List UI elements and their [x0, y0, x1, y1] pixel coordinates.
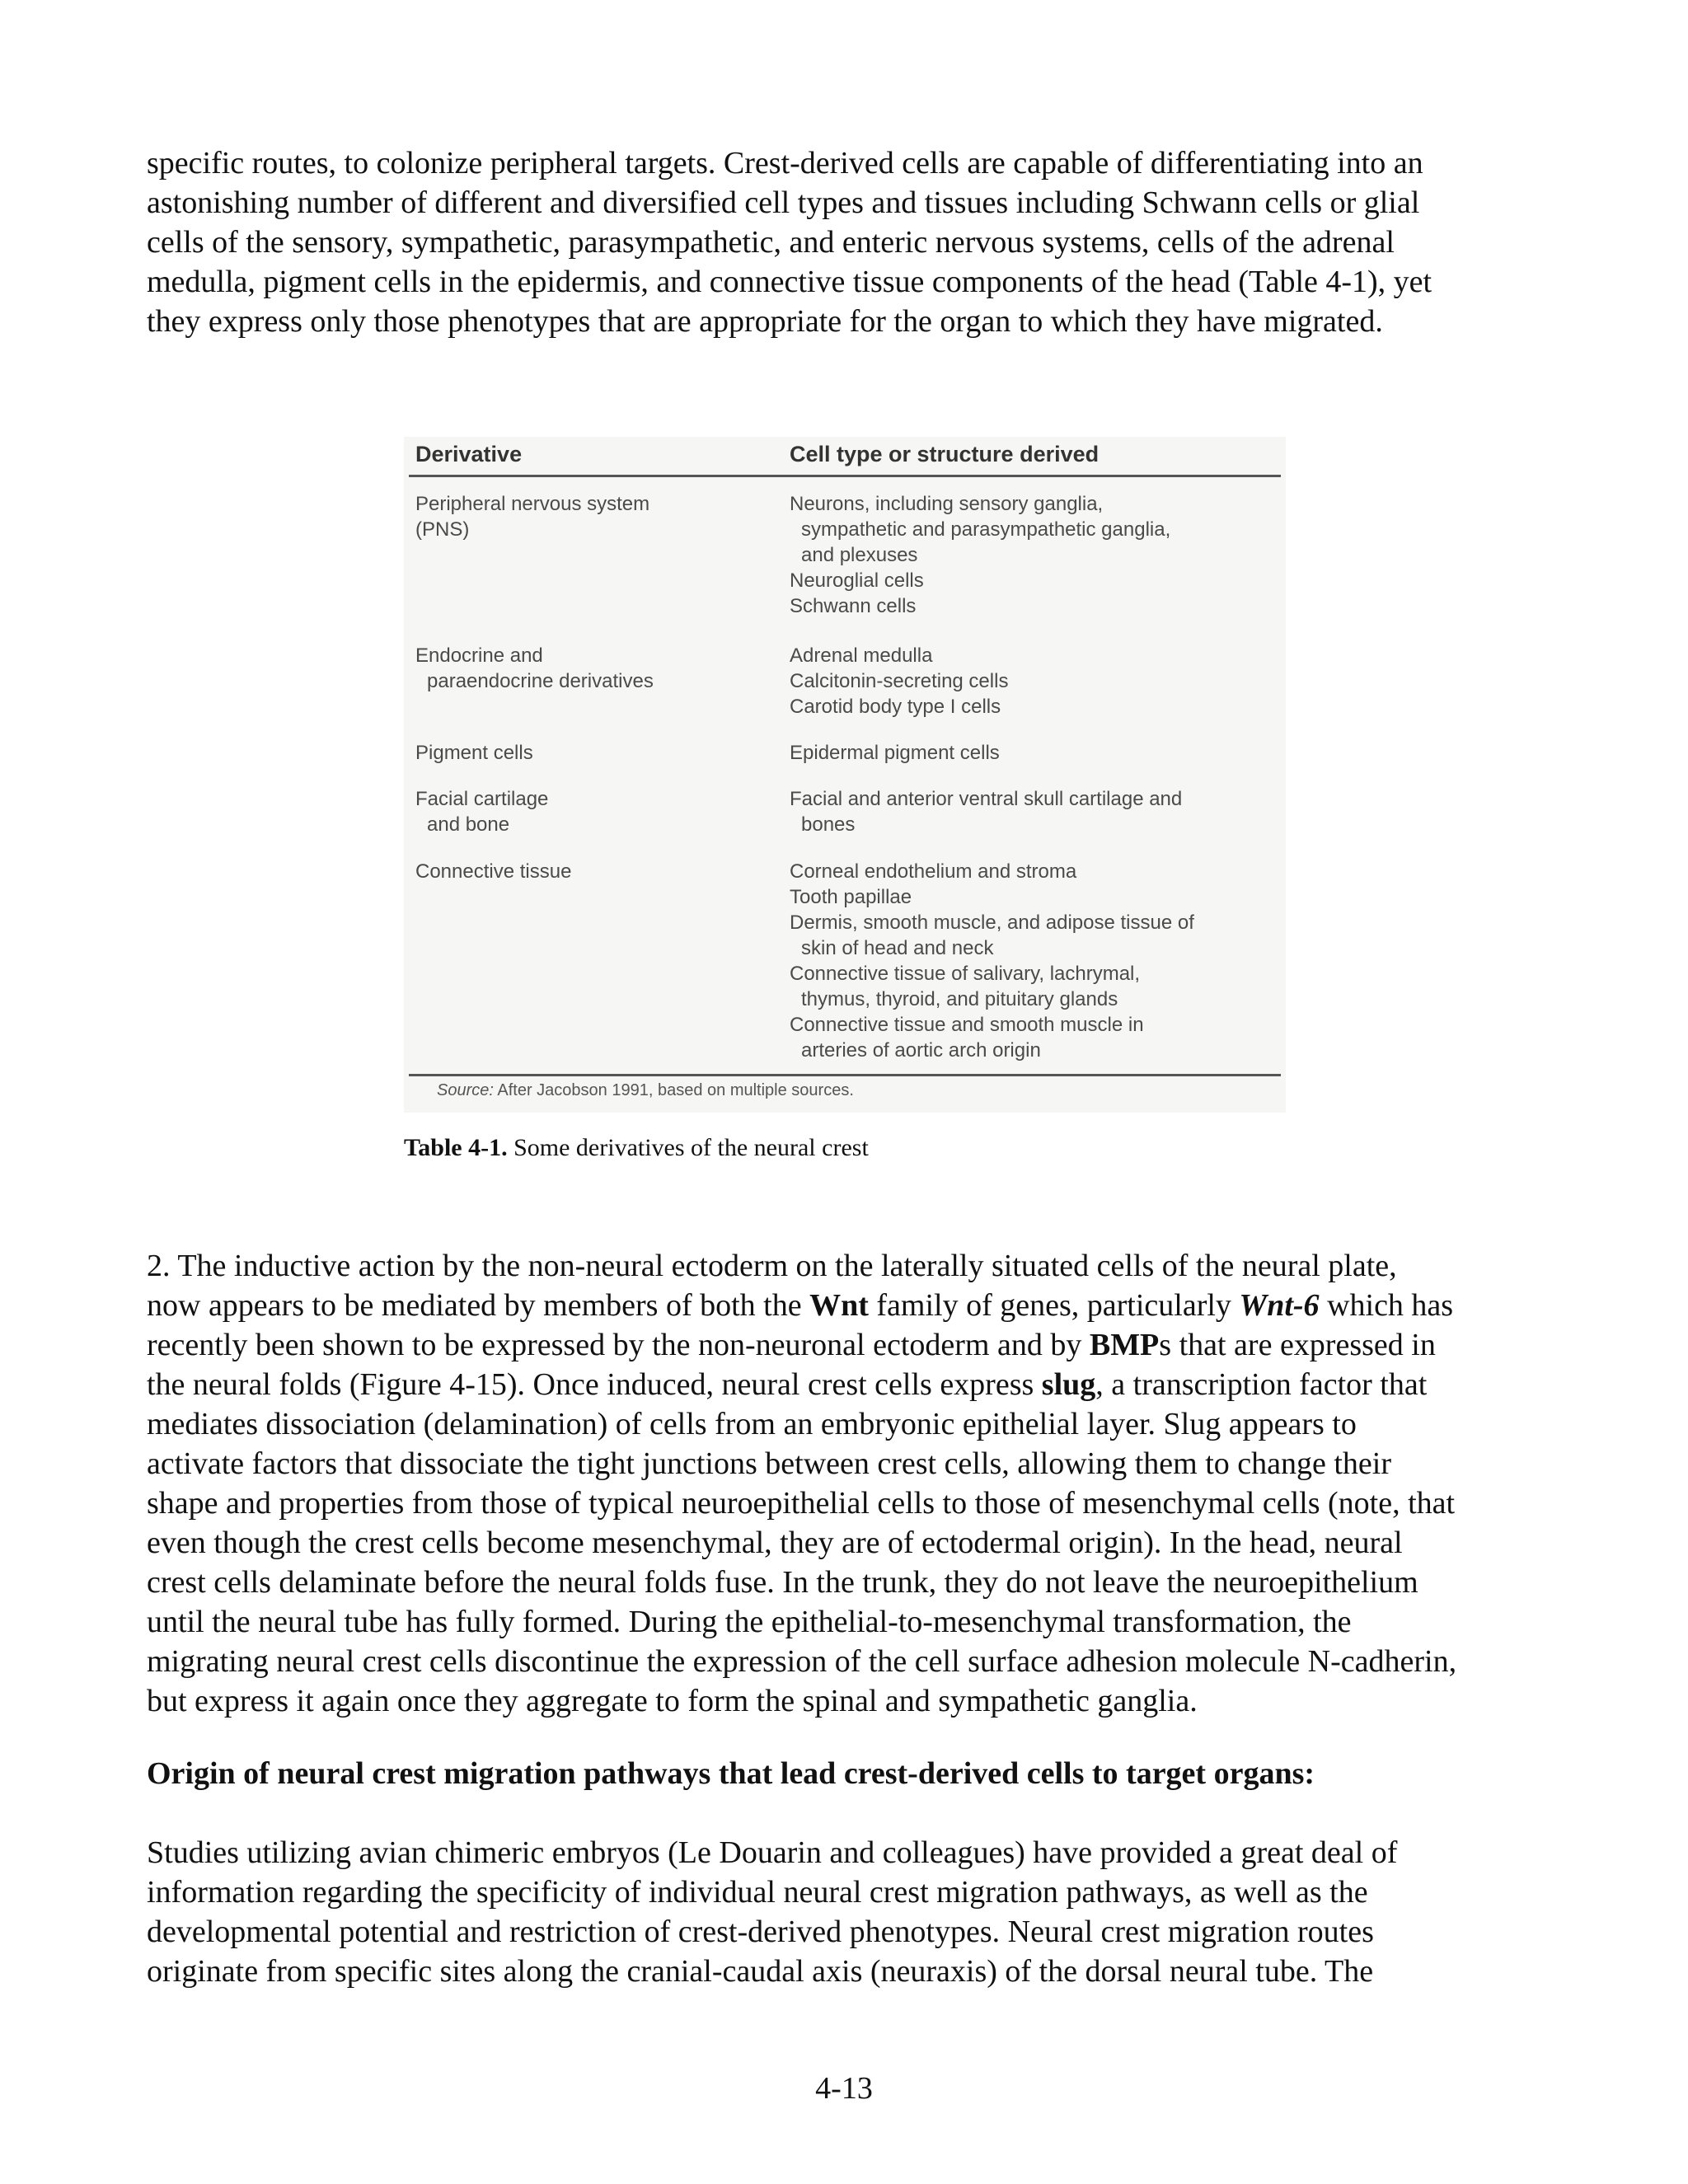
text-line: mediates dissociation (delamination) of cells from an embryonic epithelial layer. Slug appears to — [147, 1407, 1357, 1441]
source-label: Source: — [437, 1081, 494, 1099]
text-line: developmental potential and restriction of crest-derived phenotypes. Neural crest migration routes — [147, 1915, 1374, 1949]
cell-line: Endocrine and — [415, 644, 543, 667]
source-text: After Jacobson 1991, based on multiple sources. — [497, 1081, 854, 1099]
text-line: crest cells delaminate before the neural folds fuse. In the trunk, they do not leave the neuroepithelium — [147, 1565, 1418, 1600]
text-line: they express only those phenotypes that are appropriate for the organ to which they have migrated. — [147, 304, 1383, 339]
table-source-note — [437, 1081, 854, 1100]
cell-line: Peripheral nervous system — [415, 493, 650, 515]
text-line: Studies utilizing avian chimeric embryos (Le Douarin and colleagues) have provided a great deal of — [147, 1835, 1398, 1870]
text-span: which has — [1319, 1288, 1454, 1323]
cell-line: Neurons, including sensory ganglia, — [790, 493, 1104, 515]
caption-text: Some derivatives of the neural crest — [507, 1134, 869, 1161]
cell-line: Adrenal medulla — [790, 644, 933, 667]
gene-term-slug: slug — [1041, 1367, 1096, 1402]
text-span: , a transcription factor that — [1095, 1367, 1428, 1402]
cell-line: arteries of aortic arch origin — [801, 1039, 1041, 1062]
text-line — [147, 1286, 1548, 1325]
gene-term-wnt: Wnt — [809, 1288, 869, 1323]
table-cell-cells — [790, 740, 1284, 766]
cell-line: (PNS) — [415, 518, 470, 541]
text-line: shape and properties from those of typical neuroepithelial cells to those of mesenchymal cells (note, that — [147, 1486, 1456, 1521]
cell-line: Facial cartilage — [415, 788, 549, 810]
cell-line: Neuroglial cells — [790, 569, 924, 592]
cell-line: skin of head and neck — [801, 937, 994, 959]
cell-line: Carotid body type I cells — [790, 696, 1001, 718]
table-cell-cells — [790, 859, 1284, 1063]
text-span: recently been shown to be expressed by the non-neuronal ectoderm and by — [147, 1328, 1090, 1362]
table-cell-derivative — [415, 859, 778, 884]
caption-label: Table 4-1. — [404, 1134, 508, 1161]
text-span: now appears to be mediated by members of both the — [147, 1288, 810, 1323]
text-line — [147, 1325, 1548, 1365]
text-line: activate factors that dissociate the tight junctions between crest cells, allowing them to change their — [147, 1446, 1391, 1481]
cell-line: bones — [801, 813, 856, 836]
cell-line: and bone — [427, 813, 510, 836]
table-cell-derivative — [415, 786, 778, 837]
table-caption — [404, 1134, 869, 1162]
cell-line: Pigment cells — [415, 742, 533, 764]
text-line: astonishing number of different and diversified cell types and tissues including Schwann cells or glial — [147, 185, 1420, 220]
table-cell-derivative — [415, 643, 778, 694]
cell-line: Connective tissue — [415, 860, 572, 883]
paragraph-inductive-action — [147, 1246, 1548, 1721]
text-line: but express it again once they aggregate to form the spinal and sympathetic ganglia. — [147, 1684, 1198, 1718]
cell-line: Epidermal pigment cells — [790, 742, 1000, 764]
paragraph-crest-derivatives — [147, 143, 1548, 341]
text-line: specific routes, to colonize peripheral targets. Crest-derived cells are capable of differentiating into an — [147, 146, 1423, 180]
cell-line: Facial and anterior ventral skull cartilage and — [790, 788, 1183, 810]
gene-term-bmp: BMP — [1089, 1328, 1160, 1362]
cell-line: sympathetic and parasympathetic ganglia, — [801, 518, 1171, 541]
page-number: 4-13 — [815, 2071, 873, 2106]
cell-line: Connective tissue of salivary, lachrymal, — [790, 963, 1141, 985]
section-heading: Origin of neural crest migration pathways that lead crest-derived cells to target organs: — [147, 1756, 1315, 1791]
table-cell-cells — [790, 786, 1284, 837]
text-line: originate from specific sites along the cranial-caudal axis (neuraxis) of the dorsal neural tube. The — [147, 1954, 1374, 1989]
text-line: migrating neural crest cells discontinue the expression of the cell surface adhesion molecule N-cadherin, — [147, 1644, 1457, 1679]
cell-line: Tooth papillae — [790, 886, 912, 908]
table-bottom-rule — [409, 1074, 1281, 1076]
table-top-rule — [409, 475, 1281, 477]
text-line: cells of the sensory, sympathetic, parasympathetic, and enteric nervous systems, cells of the adrenal — [147, 225, 1395, 260]
text-line: 2. The inductive action by the non-neural ectoderm on the laterally situated cells of the neural plate, — [147, 1249, 1397, 1283]
table-cell-cells — [790, 491, 1284, 619]
cell-line: paraendocrine derivatives — [427, 670, 654, 692]
cell-line: Schwann cells — [790, 595, 917, 617]
paragraph-avian-chimeric — [147, 1833, 1548, 1991]
cell-line: Calcitonin-secreting cells — [790, 670, 1009, 692]
cell-line: thymus, thyroid, and pituitary glands — [801, 988, 1118, 1010]
text-span: family of genes, particularly — [868, 1288, 1240, 1323]
cell-line: Dermis, smooth muscle, and adipose tissue of — [790, 912, 1194, 934]
table-cell-derivative — [415, 491, 778, 542]
table-header-derivative: Derivative — [415, 442, 523, 466]
text-line: until the neural tube has fully formed. During the epithelial-to-mesenchymal transformation, the — [147, 1605, 1352, 1639]
text-line — [147, 1365, 1548, 1404]
cell-line: Corneal endothelium and stroma — [790, 860, 1077, 883]
text-line: even though the crest cells become mesenchymal, they are of ectodermal origin). In the head, neural — [147, 1526, 1403, 1560]
neural-crest-derivatives-table — [404, 437, 1286, 1113]
gene-term-wnt6: Wnt-6 — [1239, 1288, 1320, 1323]
text-line: medulla, pigment cells in the epidermis, and connective tissue components of the head (Table 4-1), yet — [147, 265, 1432, 299]
text-span: the neural folds (Figure 4-15). Once induced, neural crest cells express — [147, 1367, 1042, 1402]
table-cell-derivative — [415, 740, 778, 766]
text-span: s that are expressed in — [1159, 1328, 1436, 1362]
table-cell-cells — [790, 643, 1284, 719]
text-line: information regarding the specificity of individual neural crest migration pathways, as well as the — [147, 1875, 1368, 1910]
cell-line: Connective tissue and smooth muscle in — [790, 1014, 1144, 1036]
table-header-cell-type: Cell type or structure derived — [790, 442, 1100, 466]
cell-line: and plexuses — [801, 544, 918, 566]
